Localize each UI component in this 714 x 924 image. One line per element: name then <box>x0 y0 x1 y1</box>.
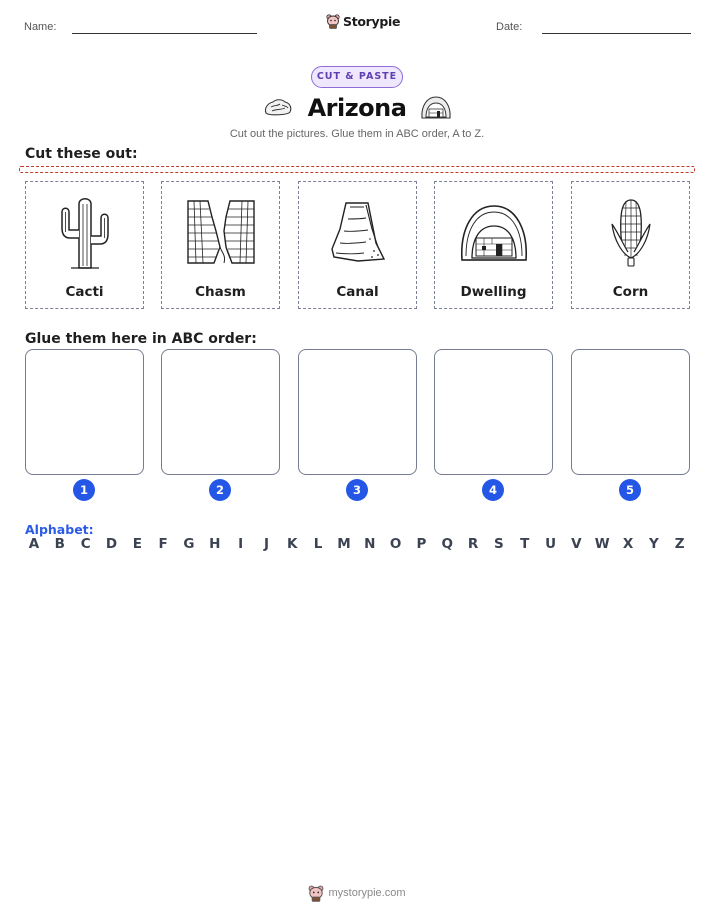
brand-logo <box>326 13 400 29</box>
cut-line <box>19 166 695 173</box>
alphabet-letter: A <box>28 536 40 552</box>
alphabet-letter: R <box>467 536 479 552</box>
alphabet-letter: T <box>520 536 530 552</box>
slot-number-badge: 5 <box>619 479 641 501</box>
alphabet-letter: O <box>389 536 402 552</box>
slot-number-badge: 3 <box>346 479 368 501</box>
alphabet-letter: X <box>622 536 634 552</box>
name-field[interactable] <box>72 33 257 34</box>
cut-card-canal[interactable] <box>298 181 417 309</box>
footer-link[interactable]: mystorypie.com <box>328 887 406 899</box>
alphabet-label: Alphabet: <box>25 522 94 537</box>
card-word: Dwelling <box>460 284 527 300</box>
storypie-mascot-icon <box>308 884 324 902</box>
alphabet-row <box>25 536 689 552</box>
glue-slot-4[interactable] <box>434 349 553 475</box>
alphabet-letter: E <box>132 536 142 552</box>
card-word: Cacti <box>65 284 104 300</box>
footer <box>0 884 714 902</box>
date-field[interactable] <box>542 33 691 34</box>
cactus-icon <box>57 194 113 270</box>
corn-icon <box>608 196 654 268</box>
slot-number-badge: 4 <box>482 479 504 501</box>
alphabet-letter: B <box>54 536 65 552</box>
slot-number-badge: 1 <box>73 479 95 501</box>
slot-number-badge: 2 <box>209 479 231 501</box>
alphabet-letter: C <box>80 536 91 552</box>
card-word: Canal <box>336 284 379 300</box>
alphabet-letter: L <box>313 536 323 552</box>
dwelling-icon <box>420 94 452 120</box>
alphabet-letter: Y <box>648 536 659 552</box>
alphabet-letter: W <box>594 536 610 552</box>
glue-slot-2[interactable] <box>161 349 280 475</box>
alphabet-letter: J <box>263 536 269 552</box>
alphabet-letter: G <box>183 536 195 552</box>
cut-card-dwelling[interactable] <box>434 181 553 309</box>
glue-slot-5[interactable] <box>571 349 690 475</box>
brand-name: Storypie <box>343 13 401 29</box>
name-label: Name: <box>24 21 57 33</box>
cut-card-corn[interactable] <box>571 181 690 309</box>
alphabet-letter: H <box>209 536 221 552</box>
page-title: Arizona <box>307 94 407 122</box>
alphabet-letter: F <box>158 536 168 552</box>
date-label: Date: <box>496 21 523 33</box>
instructions: Cut out the pictures. Glue them in ABC order, A to Z. <box>229 128 485 140</box>
cliff-dwelling-icon <box>458 200 530 264</box>
card-word: Chasm <box>195 284 246 300</box>
alphabet-letter: V <box>571 536 582 552</box>
alphabet-letter: D <box>105 536 118 552</box>
alphabet-letter: U <box>545 536 557 552</box>
alphabet-letter: S <box>494 536 504 552</box>
alphabet-letter: K <box>287 536 298 552</box>
alphabet-letter: Z <box>674 536 685 552</box>
cut-section-heading: Cut these out: <box>25 146 138 162</box>
alphabet-letter: P <box>416 536 427 552</box>
glue-slot-1[interactable] <box>25 349 144 475</box>
alphabet-letter: Q <box>441 536 453 552</box>
cut-card-cacti[interactable] <box>25 181 144 309</box>
alphabet-letter: N <box>364 536 376 552</box>
alphabet-letter: M <box>337 536 351 552</box>
canal-icon <box>328 199 388 265</box>
glue-section-heading: Glue them here in ABC order: <box>25 331 257 347</box>
glue-slot-3[interactable] <box>298 349 417 475</box>
storypie-mascot-icon <box>326 13 340 29</box>
activity-badge: CUT & PASTE <box>311 66 403 88</box>
alphabet-letter: I <box>238 536 244 552</box>
card-word: Corn <box>612 284 649 300</box>
cut-card-chasm[interactable] <box>161 181 280 309</box>
chasm-icon <box>186 197 256 267</box>
